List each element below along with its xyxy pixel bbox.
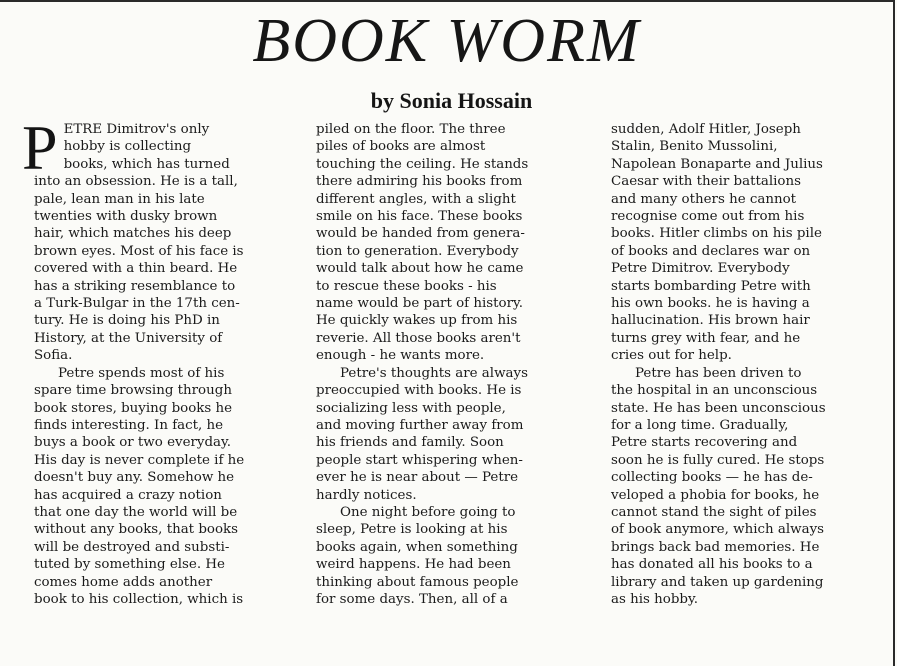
col1-text-line: covered with a thin beard. He: [34, 261, 238, 277]
col1-text-line: hobby is collecting: [63, 139, 192, 155]
col2-text-line: piles of books are almost: [316, 139, 486, 155]
col3-text-line: Petre starts recovering and: [611, 435, 798, 451]
col2-text-line: enough - he wants more.: [316, 348, 485, 364]
col2-text-line: smile on his face. These books: [316, 209, 523, 225]
col1-text-line: doesn't buy any. Somehow he: [34, 470, 235, 486]
col3-text-line: Napolean Bonaparte and Julius: [611, 156, 823, 172]
column-1: [22, 112, 292, 608]
col2-text-line: touching the ceiling. He stands: [316, 156, 529, 172]
col2-text-line: ever he is near about — Petre: [316, 470, 519, 486]
col1-text-line: pale, lean man in his late: [34, 191, 205, 207]
column-2: [316, 121, 592, 608]
col3-text-line: and many others he cannot: [611, 191, 797, 207]
col3-text-line: as his hobby.: [611, 591, 699, 607]
col3-text-line: the hospital in an unconscious: [611, 383, 818, 399]
col3-text-line: of book anymore, which always: [611, 522, 825, 538]
col3-text-line: brings back bad memories. He: [611, 539, 820, 555]
col1-text-line: comes home adds another: [34, 574, 213, 590]
col3-text-line: hallucination. His brown hair: [611, 313, 810, 329]
col3-text-line: cannot stand the sight of piles: [611, 504, 817, 520]
col1-text-line: book stores, buying books he: [34, 400, 233, 416]
col1-text-line: that one day the world will be: [34, 504, 238, 520]
col1-text-line: twenties with dusky brown: [34, 209, 218, 225]
col2-text-line: to rescue these books - his: [316, 278, 497, 294]
col2-text-line: and moving further away from: [316, 417, 524, 433]
column-3: [611, 121, 885, 608]
col1-text-line: His day is never complete if he: [34, 452, 245, 468]
col1-text-line: History, at the University of: [34, 330, 223, 346]
col1-text-line: has acquired a crazy notion: [34, 487, 222, 503]
col3-text-line: starts bombarding Petre with: [611, 278, 811, 294]
drop-cap: P: [22, 112, 58, 183]
col3-text-line: turns grey with fear, and he: [611, 330, 801, 346]
col3-text-line: library and taken up gardening: [611, 574, 824, 590]
col2-text-line: sleep, Petre is looking at his: [316, 522, 508, 538]
col2-text-line: reverie. All those books aren't: [316, 330, 521, 346]
col1-text-line: tuted by something else. He: [34, 557, 225, 573]
col3-text-line: Petre has been driven to: [635, 365, 802, 381]
col1-text-line: a Turk-Bulgar in the 17th cen-: [34, 296, 240, 312]
col1-text-line: books, which has turned: [63, 156, 230, 172]
col2-text-line: One night before going to: [340, 504, 516, 520]
col1-text-line: tury. He is doing his PhD in: [34, 313, 220, 329]
col3-text-line: Petre Dimitrov. Everybody: [611, 261, 790, 277]
col3-text-line: cries out for help.: [611, 348, 732, 364]
col2-text-line: tion to generation. Everybody: [316, 243, 519, 259]
article-title: BOOK WORM: [252, 7, 641, 75]
col2-text-line: piled on the floor. The three: [316, 122, 506, 137]
col2-text-line: for some days. Then, all of a: [316, 591, 508, 607]
col3-text-line: of books and declares war on: [611, 243, 811, 259]
col3-text-line: collecting books — he has de-: [611, 470, 813, 486]
col3-text-line: his own books. he is having a: [611, 296, 810, 312]
col2-text-line: preoccupied with books. He is: [316, 383, 522, 399]
col2-text-line: books again, when something: [316, 539, 518, 555]
col1-text-line: without any books, that books: [34, 522, 239, 538]
col3-text-line: Caesar with their battalions: [611, 174, 801, 190]
col2-text-line: his friends and family. Soon: [316, 435, 504, 451]
col2-text-line: would talk about how he came: [316, 261, 524, 277]
col1-text-line: finds interesting. In fact, he: [34, 417, 224, 433]
col1-text-line: brown eyes. Most of his face is: [34, 243, 244, 259]
col1-text-line: ETRE Dimitrov's only: [63, 122, 210, 137]
col2-text-line: thinking about famous people: [316, 574, 519, 590]
col2-text-line: Petre's thoughts are always: [340, 365, 528, 381]
col2-text-line: there admiring his books from: [316, 174, 523, 190]
col3-text-line: Stalin, Benito Mussolini,: [611, 139, 778, 155]
col2-text-line: weird happens. He had been: [316, 557, 511, 573]
col2-text-line: name would be part of history.: [316, 296, 524, 312]
col2-text-line: would be handed from genera-: [316, 226, 525, 242]
col3-text-line: has donated all his books to a: [611, 557, 813, 573]
col1-text-line: has a striking resemblance to: [34, 278, 236, 294]
col2-text-line: He quickly wakes up from his: [316, 313, 518, 329]
col1-text-line: Sofia.: [34, 348, 73, 364]
col1-text-line: hair, which matches his deep: [34, 226, 232, 242]
col3-text-line: state. He has been unconscious: [611, 400, 826, 416]
col3-text-line: recognise come out from his: [611, 209, 805, 225]
col3-text-line: for a long time. Gradually,: [611, 417, 789, 433]
col3-text-line: soon he is fully cured. He stops: [611, 452, 825, 468]
col2-text-line: people start whispering when-: [316, 452, 523, 468]
article-byline: by Sonia Hossain: [370, 88, 533, 113]
col1-text-line: will be destroyed and substi-: [34, 539, 230, 555]
col3-text-line: books. Hitler climbs on his pile: [611, 226, 822, 242]
col3-text-line: sudden, Adolf Hitler, Joseph: [611, 122, 801, 137]
col1-text-line: into an obsession. He is a tall,: [34, 174, 238, 190]
col1-text-line: spare time browsing through: [34, 383, 232, 399]
right-rule: [893, 0, 895, 666]
col1-text-line: book to his collection, which is: [34, 591, 244, 607]
col2-text-line: different angles, with a slight: [316, 191, 516, 207]
col1-text-line: buys a book or two everyday.: [34, 435, 232, 451]
col3-text-line: veloped a phobia for books, he: [611, 487, 820, 503]
col1-text-line: Petre spends most of his: [58, 365, 225, 381]
col2-text-line: socializing less with people,: [316, 400, 506, 416]
col2-text-line: hardly notices.: [316, 487, 417, 503]
